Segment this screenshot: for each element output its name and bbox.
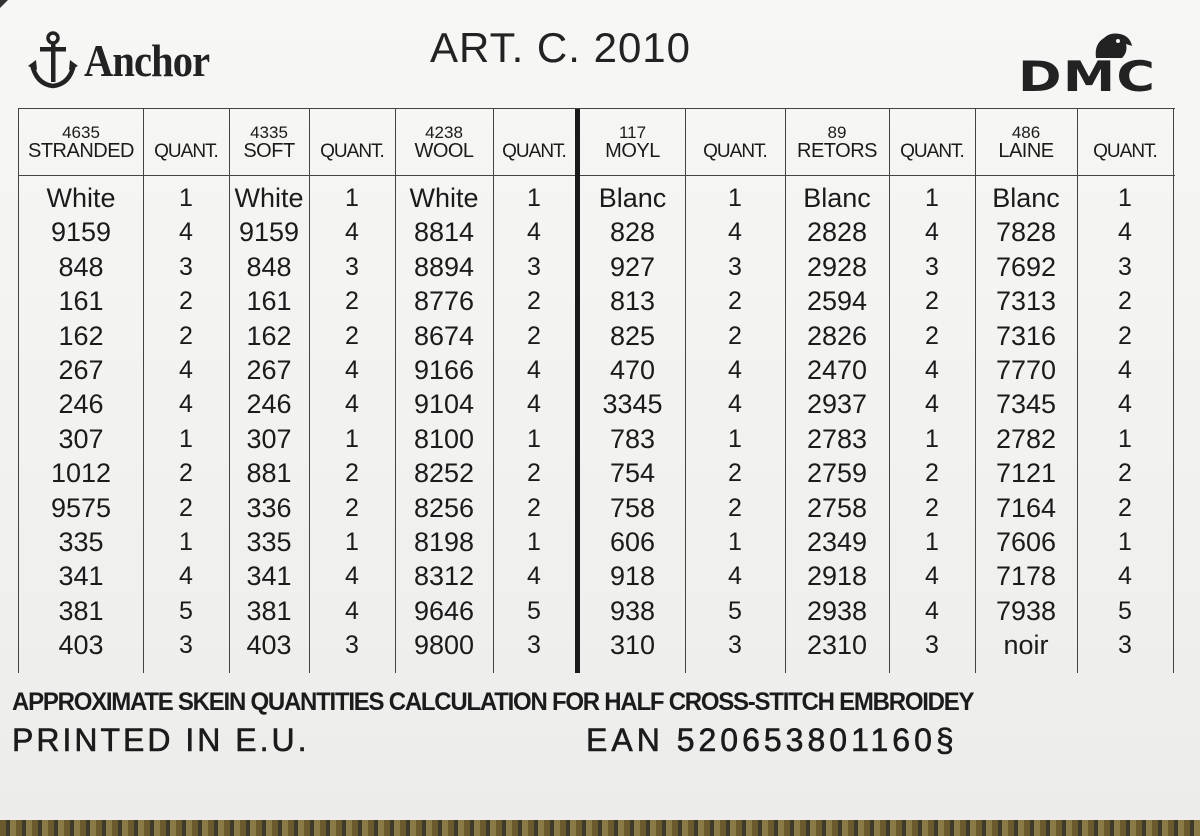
thread-code-cell: 8256 bbox=[413, 492, 475, 523]
thread-code-cell: 848 bbox=[58, 251, 104, 282]
thread-code-cell: 881 bbox=[246, 458, 292, 489]
quantity-cell: 4 bbox=[728, 562, 742, 591]
quantity-cell: 1 bbox=[1118, 184, 1132, 212]
quantity-cell: 2 bbox=[345, 287, 359, 316]
quantity-cell: 2 bbox=[1118, 459, 1132, 488]
thread-code-cell: 9800 bbox=[413, 630, 475, 661]
quantity-cell: 4 bbox=[1118, 218, 1132, 247]
column-anchor-stranded bbox=[19, 181, 143, 662]
quantity-cell: 2 bbox=[179, 287, 193, 316]
thread-name: RETORS bbox=[797, 139, 877, 162]
quantity-cell: 1 bbox=[527, 527, 541, 556]
quantity-cell: 2 bbox=[527, 287, 541, 316]
thread-code-cell: 2828 bbox=[806, 217, 868, 248]
thread-code-cell: 341 bbox=[58, 561, 104, 592]
thread-code-cell: 8100 bbox=[413, 423, 475, 454]
quantity-cell: 3 bbox=[925, 631, 939, 660]
quantity-cell: 2 bbox=[728, 493, 742, 522]
thread-number: 89 bbox=[827, 122, 847, 142]
thread-number: 4238 bbox=[425, 122, 463, 142]
quantity-cell: 3 bbox=[1118, 631, 1132, 660]
header-dmc-laine bbox=[975, 109, 1077, 175]
thread-code-cell: 7938 bbox=[995, 595, 1057, 626]
thread-code-cell: 7316 bbox=[995, 320, 1057, 351]
quantity-cell: 4 bbox=[1118, 562, 1132, 591]
quantity-cell: 2 bbox=[179, 321, 193, 350]
thread-number: 4335 bbox=[250, 122, 288, 142]
thread-code-cell: 2470 bbox=[806, 354, 868, 385]
quantity-cell: 4 bbox=[728, 390, 742, 419]
quantity-cell: 4 bbox=[345, 390, 359, 419]
quantity-cell: 1 bbox=[179, 424, 193, 453]
quantity-label: QUANT. bbox=[1093, 140, 1157, 162]
thread-code-cell: 246 bbox=[58, 389, 104, 420]
thread-code-cell: White bbox=[234, 183, 304, 213]
quantity-cell: 5 bbox=[179, 596, 193, 625]
thread-code-cell: 246 bbox=[246, 389, 292, 420]
quantity-cell: 3 bbox=[925, 252, 939, 281]
thread-code-cell: 2782 bbox=[995, 423, 1057, 454]
quantity-label: QUANT. bbox=[502, 140, 566, 162]
quantity-cell: 4 bbox=[179, 218, 193, 247]
column-quantity bbox=[143, 181, 229, 662]
thread-code-cell: 7828 bbox=[995, 217, 1057, 248]
quantity-cell: 3 bbox=[527, 252, 541, 281]
thread-code-cell: 813 bbox=[609, 286, 656, 317]
thread-code-cell: 307 bbox=[58, 423, 104, 454]
quantity-cell: 1 bbox=[179, 184, 193, 212]
anchor-brand-name: Anchor bbox=[84, 34, 210, 86]
quantity-cell: 1 bbox=[1118, 527, 1132, 556]
quantity-cell: 5 bbox=[527, 596, 541, 625]
quantity-cell: 1 bbox=[1118, 424, 1132, 453]
quantity-label: QUANT. bbox=[320, 140, 384, 162]
thread-code-cell: 606 bbox=[609, 526, 656, 557]
thread-code-cell: 2826 bbox=[806, 320, 868, 351]
column-anchor-wool bbox=[395, 181, 493, 662]
thread-code-cell: 2758 bbox=[806, 492, 868, 523]
thread-code-cell: 7164 bbox=[995, 492, 1057, 523]
quantity-cell: 2 bbox=[925, 459, 939, 488]
thread-code-cell: 7345 bbox=[995, 389, 1057, 420]
thread-code-cell: 9159 bbox=[238, 217, 300, 248]
quantity-cell: 4 bbox=[728, 355, 742, 384]
corner-mark bbox=[0, 0, 8, 8]
thread-code-cell: 470 bbox=[609, 354, 656, 385]
column-quantity bbox=[889, 181, 975, 662]
thread-code-cell: 8312 bbox=[413, 561, 475, 592]
thread-code-cell: 336 bbox=[246, 492, 292, 523]
header-quantity bbox=[493, 109, 575, 175]
column-quantity bbox=[309, 181, 395, 662]
quantity-cell: 4 bbox=[728, 218, 742, 247]
quantity-cell: 2 bbox=[527, 459, 541, 488]
thread-code-cell: 310 bbox=[609, 630, 656, 661]
thread-code-cell: 8894 bbox=[413, 251, 475, 282]
thread-code-cell: 848 bbox=[246, 251, 292, 282]
thread-code-cell: 918 bbox=[609, 561, 656, 592]
quantity-cell: 3 bbox=[179, 631, 193, 660]
thread-code-cell: 381 bbox=[58, 595, 104, 626]
header-quantity bbox=[143, 109, 229, 175]
thread-code-cell: 8252 bbox=[413, 458, 475, 489]
quantity-cell: 2 bbox=[527, 493, 541, 522]
thread-code-cell: 9104 bbox=[413, 389, 475, 420]
quantity-cell: 4 bbox=[925, 218, 939, 247]
quantity-cell: 1 bbox=[728, 184, 742, 212]
thread-code-cell: 7121 bbox=[995, 458, 1057, 489]
column-quantity bbox=[685, 181, 785, 662]
column-dmc-moyl bbox=[580, 181, 685, 662]
thread-code-cell: 8814 bbox=[413, 217, 475, 248]
conversion-table bbox=[18, 108, 1175, 673]
article-title: ART. C. 2010 bbox=[430, 24, 692, 71]
quantity-cell: 4 bbox=[1118, 355, 1132, 384]
thread-code-cell: noir bbox=[1003, 630, 1049, 661]
thread-code-cell: 307 bbox=[246, 423, 292, 454]
quantity-cell: 2 bbox=[925, 287, 939, 316]
background-edge bbox=[0, 820, 1200, 836]
quantity-cell: 3 bbox=[728, 252, 742, 281]
thread-number: 4635 bbox=[62, 122, 100, 142]
quantity-cell: 4 bbox=[925, 596, 939, 625]
quantity-cell: 1 bbox=[925, 424, 939, 453]
quantity-cell: 2 bbox=[345, 321, 359, 350]
quantity-label: QUANT. bbox=[154, 140, 218, 162]
thread-code-cell: 335 bbox=[246, 526, 292, 557]
quantity-cell: 4 bbox=[527, 218, 541, 247]
quantity-cell: 3 bbox=[345, 252, 359, 281]
quantity-cell: 2 bbox=[1118, 493, 1132, 522]
header-quantity bbox=[685, 109, 785, 175]
header-anchor-wool bbox=[395, 109, 493, 175]
thread-code-cell: 162 bbox=[246, 320, 292, 351]
anchor-brand bbox=[28, 30, 226, 90]
quantity-cell: 1 bbox=[179, 527, 193, 556]
quantity-cell: 1 bbox=[728, 527, 742, 556]
thread-code-cell: 2783 bbox=[806, 423, 868, 454]
quantity-cell: 2 bbox=[527, 321, 541, 350]
thread-name: LAINE bbox=[998, 139, 1054, 162]
thread-code-cell: 7692 bbox=[995, 251, 1057, 282]
column-dmc-laine bbox=[975, 181, 1077, 662]
quantity-cell: 1 bbox=[925, 527, 939, 556]
quantity-cell: 2 bbox=[345, 459, 359, 488]
quantity-cell: 4 bbox=[345, 355, 359, 384]
quantity-cell: 1 bbox=[345, 424, 359, 453]
column-quantity bbox=[1077, 181, 1173, 662]
quantity-cell: 1 bbox=[527, 424, 541, 453]
thread-code-cell: 7770 bbox=[995, 354, 1057, 385]
header-dmc-moyl bbox=[580, 109, 685, 175]
quantity-cell: 3 bbox=[728, 631, 742, 660]
quantity-cell: 1 bbox=[925, 184, 939, 212]
thread-code-cell: 403 bbox=[246, 630, 292, 661]
header-quantity bbox=[309, 109, 395, 175]
thread-number: 486 bbox=[1011, 122, 1041, 142]
thread-code-cell: 341 bbox=[246, 561, 292, 592]
column-quantity bbox=[493, 181, 575, 662]
thread-code-cell: 7313 bbox=[995, 286, 1057, 317]
thread-code-cell: 1012 bbox=[50, 458, 112, 489]
quantity-cell: 4 bbox=[179, 390, 193, 419]
thread-code-cell: 9575 bbox=[50, 492, 112, 523]
quantity-cell: 5 bbox=[728, 596, 742, 625]
thread-code-cell: White bbox=[409, 183, 479, 213]
quantity-cell: 2 bbox=[1118, 321, 1132, 350]
quantity-cell: 4 bbox=[345, 596, 359, 625]
thread-code-cell: 161 bbox=[246, 286, 292, 317]
quantity-cell: 3 bbox=[179, 252, 193, 281]
header-divider bbox=[19, 175, 1175, 176]
thread-code-cell: 783 bbox=[609, 423, 656, 454]
quantity-cell: 2 bbox=[179, 459, 193, 488]
thread-code-cell: 2759 bbox=[806, 458, 868, 489]
quantity-cell: 4 bbox=[925, 390, 939, 419]
quantity-cell: 4 bbox=[527, 355, 541, 384]
thread-code-cell: 403 bbox=[58, 630, 104, 661]
quantity-cell: 4 bbox=[345, 562, 359, 591]
quantity-cell: 2 bbox=[179, 493, 193, 522]
thread-name: SOFT bbox=[243, 139, 295, 162]
quantity-cell: 2 bbox=[925, 321, 939, 350]
quantity-label: QUANT. bbox=[900, 140, 964, 162]
thread-code-cell: 335 bbox=[58, 526, 104, 557]
thread-code-cell: 927 bbox=[609, 251, 656, 282]
thread-code-cell: 8198 bbox=[413, 526, 475, 557]
thread-code-cell: 381 bbox=[246, 595, 292, 626]
thread-code-cell: White bbox=[46, 183, 116, 213]
quantity-cell: 3 bbox=[527, 631, 541, 660]
quantity-cell: 4 bbox=[925, 562, 939, 591]
printed-origin: PRINTED IN E.U. bbox=[12, 722, 310, 758]
thread-code-cell: 758 bbox=[609, 492, 656, 523]
thread-code-cell: 162 bbox=[58, 320, 104, 351]
quantity-cell: 2 bbox=[728, 321, 742, 350]
thread-name: MOYL bbox=[605, 139, 660, 162]
thread-code-cell: 9166 bbox=[413, 354, 475, 385]
thread-code-cell: 161 bbox=[58, 286, 104, 317]
ean-barcode-number: EAN 520653801160§ bbox=[586, 722, 958, 758]
quantity-cell: 2 bbox=[728, 287, 742, 316]
quantity-cell: 1 bbox=[728, 424, 742, 453]
thread-code-cell: 938 bbox=[609, 595, 656, 626]
thread-code-cell: Blanc bbox=[992, 183, 1060, 213]
quantity-cell: 2 bbox=[1118, 287, 1132, 316]
thread-code-cell: 2594 bbox=[806, 286, 868, 317]
quantity-label: QUANT. bbox=[703, 140, 767, 162]
quantity-cell: 3 bbox=[1118, 252, 1132, 281]
thread-name: STRANDED bbox=[27, 139, 134, 162]
thread-code-cell: 8674 bbox=[413, 320, 475, 351]
thread-code-cell: Blanc bbox=[598, 183, 667, 213]
quantity-cell: 3 bbox=[345, 631, 359, 660]
quantity-cell: 4 bbox=[527, 562, 541, 591]
thread-code-cell: 7178 bbox=[995, 561, 1057, 592]
thread-code-cell: 2938 bbox=[806, 595, 868, 626]
thread-code-cell: 9646 bbox=[413, 595, 475, 626]
thread-code-cell: 2918 bbox=[806, 561, 868, 592]
thread-code-cell: 2928 bbox=[806, 251, 868, 282]
column-anchor-soft bbox=[229, 181, 309, 662]
quantity-cell: 4 bbox=[925, 355, 939, 384]
column-divider bbox=[1173, 109, 1174, 673]
header-quantity bbox=[889, 109, 975, 175]
dmc-brand bbox=[1018, 30, 1188, 101]
quantity-cell: 2 bbox=[925, 493, 939, 522]
quantity-cell: 4 bbox=[179, 355, 193, 384]
thread-code-cell: 7606 bbox=[995, 526, 1057, 557]
quantity-cell: 4 bbox=[1118, 390, 1132, 419]
quantity-cell: 4 bbox=[527, 390, 541, 419]
column-dmc-retors bbox=[785, 181, 889, 662]
quantity-cell: 5 bbox=[1118, 596, 1132, 625]
header-dmc-retors bbox=[785, 109, 889, 175]
thread-code-cell: 2937 bbox=[806, 389, 868, 420]
thread-code-cell: 9159 bbox=[50, 217, 112, 248]
quantity-cell: 2 bbox=[345, 493, 359, 522]
thread-code-cell: 825 bbox=[609, 320, 656, 351]
anchor-logo-icon bbox=[28, 30, 78, 90]
thread-code-cell: Blanc bbox=[803, 183, 871, 213]
quantity-cell: 4 bbox=[179, 562, 193, 591]
dmc-brand-name: DMC bbox=[1018, 52, 1157, 101]
thread-code-cell: 754 bbox=[609, 458, 656, 489]
thread-code-cell: 8776 bbox=[413, 286, 475, 317]
quantity-cell: 1 bbox=[345, 184, 359, 212]
header-quantity bbox=[1077, 109, 1173, 175]
quantity-cell: 4 bbox=[345, 218, 359, 247]
thread-code-cell: 3345 bbox=[602, 389, 663, 420]
quantity-cell: 1 bbox=[345, 527, 359, 556]
quantity-note: APPROXIMATE SKEIN QUANTITIES CALCULATION FOR HALF CROSS-STITCH EMBROIDEY bbox=[12, 688, 974, 716]
thread-code-cell: 267 bbox=[58, 354, 104, 385]
quantity-cell: 1 bbox=[527, 184, 541, 212]
thread-code-cell: 2310 bbox=[806, 630, 868, 661]
thread-number: 117 bbox=[618, 122, 647, 142]
header-anchor-stranded bbox=[19, 109, 143, 175]
thread-name: WOOL bbox=[414, 139, 474, 162]
thread-code-cell: 267 bbox=[246, 354, 292, 385]
thread-code-cell: 828 bbox=[609, 217, 656, 248]
quantity-cell: 2 bbox=[728, 459, 742, 488]
thread-code-cell: 2349 bbox=[806, 526, 868, 557]
header-anchor-soft bbox=[229, 109, 309, 175]
